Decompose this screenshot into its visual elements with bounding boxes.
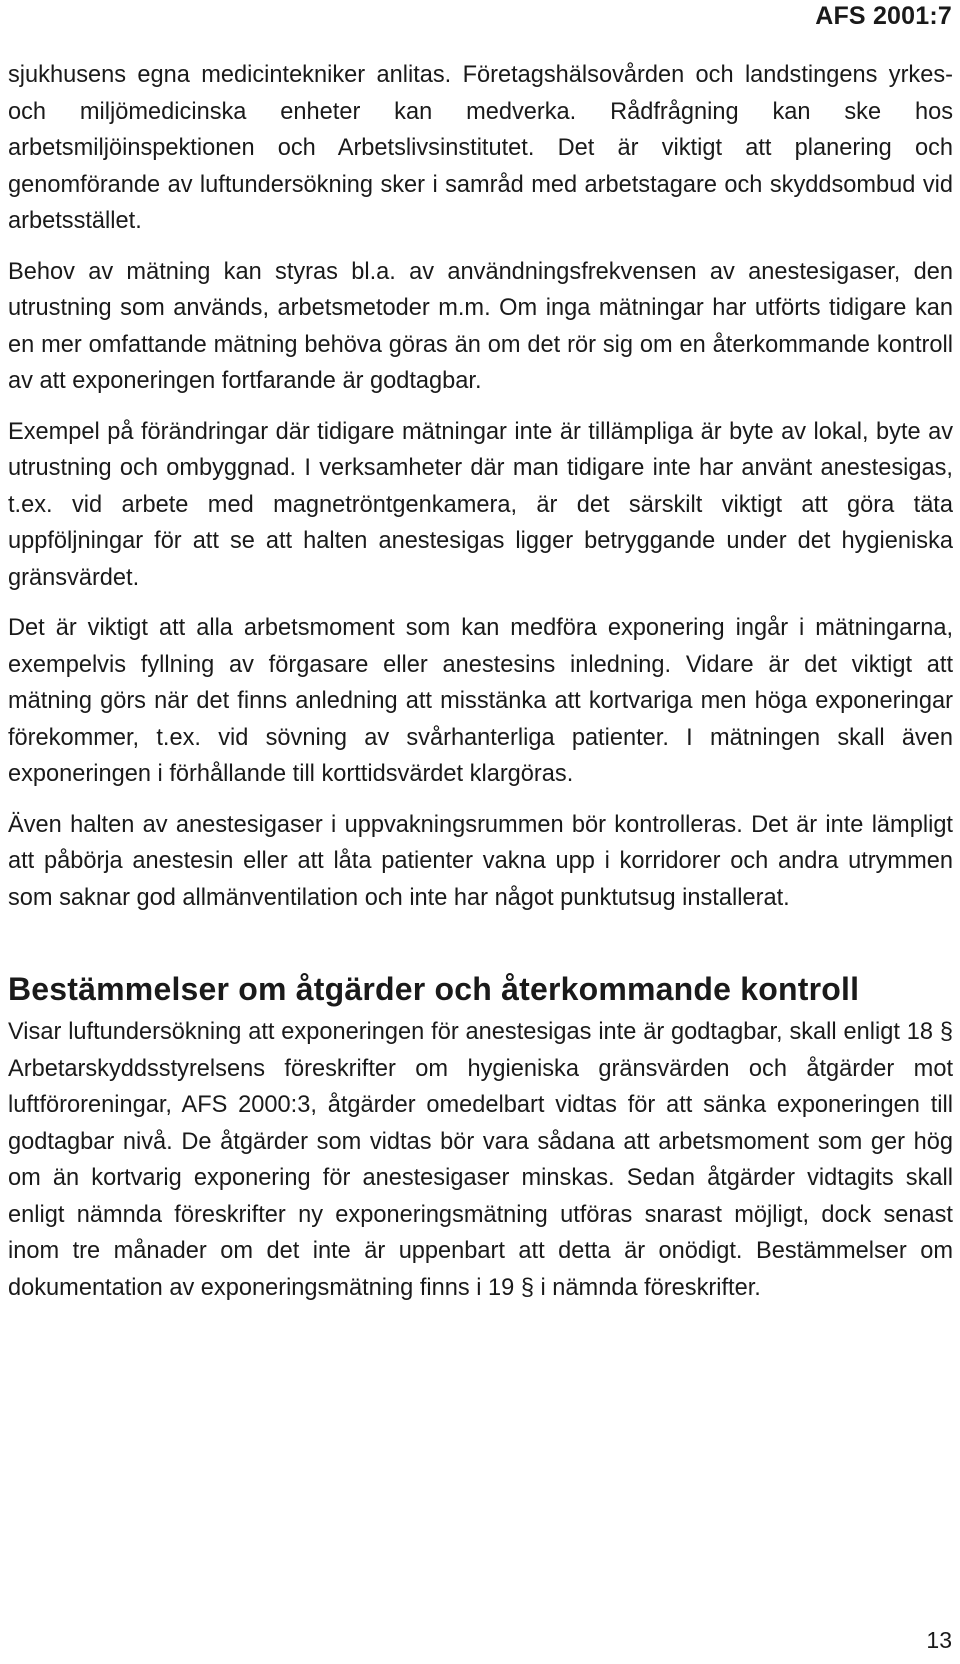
paragraph-5: Även halten av anestesigaser i uppvakningsrummen bör kontrolleras. Det är inte lämpligt att påbörja anestesin eller att låta patienter vakna upp i korridorer och andra utrymmen som saknar god allmänventilation och inte har något punktutsug installerat. xyxy=(8,811,953,911)
paragraph-2: Behov av mätning kan styras bl.a. av användningsfrekvensen av anestesigaser, den utrustning som används, arbetsmetoder m.m. Om inga mätningar har utförts tidigare kan en mer omfattande mätning behöva göras än om det rör sig om en återkommande kontroll av att exponeringen fortfarande är godtagbar. xyxy=(8,258,953,394)
section-paragraph-1: Visar luftundersökning att exponeringen för anestesigas inte är godtagbar, skall enligt 18 § Arbetarskyddsstyrelsens föreskrifter om hygieniska gränsvärden och åtgärder mot luftföroreningar, AFS 2000:3, åtgärder omedelbart vidtas för att sänka exponeringen till godtagbar nivå. De åtgärder som vidtas bör vara sådana att arbetsmoment som ger hög om än kortvarig exponering för anestesigaser minskas. Sedan åtgärder vidtagits skall enligt nämnda föreskrifter ny exponeringsmätning utföras snarast möjligt, dock senast inom tre månader om det inte är uppenbart att detta är onödigt. Bestämmelser om dokumentation av exponeringsmätning finns i 19 § i nämnda föreskrifter. xyxy=(8,1019,953,1301)
document-id: AFS 2001:7 xyxy=(815,2,952,30)
paragraph-1: sjukhusens egna medicintekniker anlitas. Företagshälsovården och landstingens yrkes- och miljömedicinska enheter kan medverka. Rådfrågning kan ske hos arbetsmiljöinspektionen och Arbetslivsinstitutet. Det är viktigt att planering och genomförande av luftundersökning sker i samråd med arbetstagare och skyddsombud vid arbetsstället. xyxy=(8,62,953,234)
page-number: 13 xyxy=(926,1627,952,1653)
page-content xyxy=(8,57,953,1306)
section-heading: Bestämmelser om åtgärder och återkommande kontroll xyxy=(8,971,860,1007)
paragraph-4: Det är viktigt att alla arbetsmoment som kan medföra exponering ingår i mätningarna, exempelvis fyllning av förgasare eller anestesins inledning. Vidare är det viktigt att mätning görs när det finns anledning att misstänka att kortvariga men höga exponeringar förekommer, t.ex. vid sövning av svårhanterliga patienter. I mätningen skall även exponeringen i förhållande till korttidsvärdet klargöras. xyxy=(8,615,953,787)
paragraph-3: Exempel på förändringar där tidigare mätningar inte är tillämpliga är byte av lokal, byte av utrustning och ombyggnad. I verksamheter där man tidigare inte har använt anestesigas, t.ex. vid arbete med magnetröntgenkamera, är det särskilt viktigt att göra täta uppföljningar för att se att halten anestesigas ligger betryggande under det hygieniska gränsvärdet. xyxy=(8,418,953,591)
